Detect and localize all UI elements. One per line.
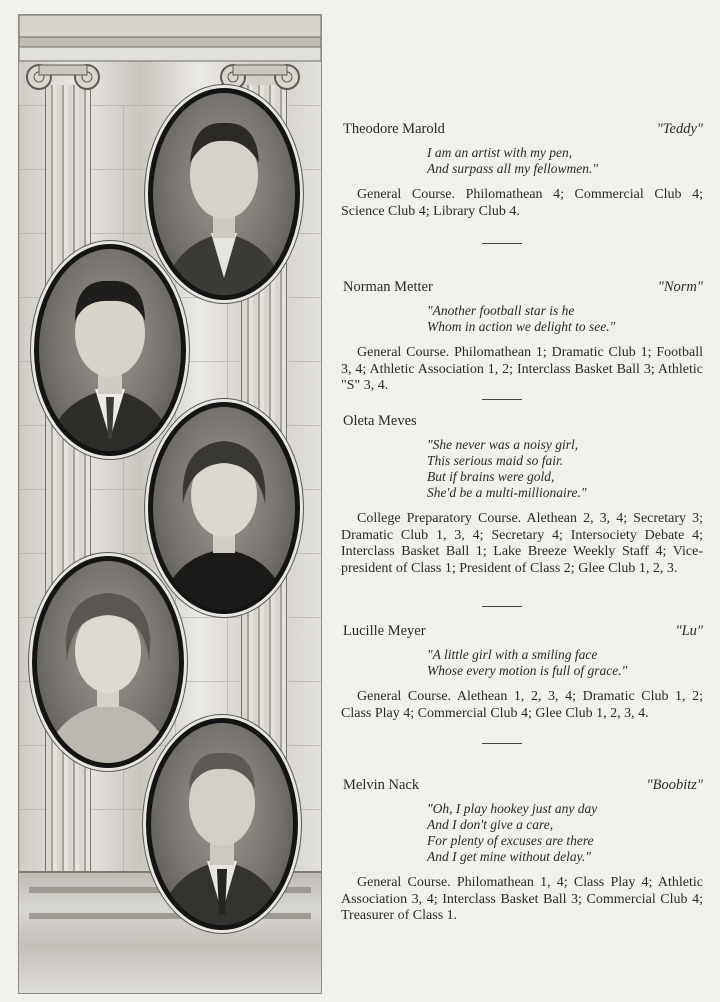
- quote-line: Whose every motion is full of grace.": [427, 663, 628, 678]
- section-divider: [482, 243, 522, 244]
- quote-line: "She never was a noisy girl,: [427, 437, 579, 452]
- quote-line: But if brains were gold,: [427, 469, 555, 484]
- student-name: Norman Metter: [343, 279, 433, 295]
- student-quote: [427, 145, 703, 177]
- quote-line: And surpass all my fellowmen.": [427, 161, 599, 176]
- quote-line: "A little girl with a smiling face: [427, 647, 598, 662]
- student-name: Theodore Marold: [343, 121, 445, 137]
- quote-line: And I get mine without delay.": [427, 849, 591, 864]
- quote-line: For plenty of excuses are there: [427, 833, 594, 848]
- left-pilaster: [45, 85, 91, 885]
- quote-line: She'd be a multi-millionaire.": [427, 485, 587, 500]
- column-capital: [19, 15, 321, 103]
- entry-oleta-meves: [341, 413, 703, 577]
- student-nickname: "Teddy": [656, 121, 703, 137]
- student-record: General Course. Philomathean 1, 4; Class Play 4; Athletic Association 3, 4; Interclass Basket Ball 3; Commercial Club 4; Treasurer of Class 1.: [341, 875, 703, 923]
- quote-line: I am an artist with my pen,: [427, 145, 573, 160]
- student-nickname: "Lu": [675, 623, 703, 639]
- entry-lucille-meyer: [341, 623, 703, 722]
- student-name: Melvin Nack: [343, 777, 420, 793]
- entry-melvin-nack: [341, 777, 703, 925]
- section-divider: [482, 743, 522, 744]
- student-name: Lucille Meyer: [343, 623, 426, 639]
- entry-norman-metter: [341, 279, 703, 395]
- section-divider: [482, 399, 522, 400]
- portrait-melvin-nack: [146, 718, 298, 930]
- student-name: Oleta Meves: [343, 413, 417, 429]
- quote-line: And I don't give a care,: [427, 817, 554, 832]
- entry-theodore-marold: [341, 121, 703, 220]
- portrait-figure: [151, 723, 293, 925]
- student-record: General Course. Philomathean 4; Commercial Club 4; Science Club 4; Library Club 4.: [341, 187, 703, 219]
- student-quote: [427, 801, 703, 865]
- student-record: General Course. Alethean 1, 2, 3, 4; Dramatic Club 1, 2; Class Play 4; Commercial Club 4; Glee Club 1, 2, 3, 4.: [341, 689, 703, 721]
- student-quote: [427, 437, 703, 501]
- quote-line: "Oh, I play hookey just any day: [427, 801, 598, 816]
- student-nickname: "Norm": [657, 279, 703, 295]
- student-record: General Course. Philomathean 1; Dramatic Club 1; Football 3, 4; Athletic Association 1, 2; Interclass Basket Ball 3; Athletic "S" 3, 4.: [341, 345, 703, 393]
- student-record: College Preparatory Course. Alethean 2, 3, 4; Secretary 3; Dramatic Club 1, 3, 4; Secretary 4; Intersociety Debate 4; Interclass Basket Ball 1; Lake Breeze Weekly Staff 4; Vice-president of Class 1; President of Class 2; Glee Club 1, 2, 3.: [341, 511, 703, 576]
- student-nickname: "Boobitz": [646, 777, 703, 793]
- student-quote: [427, 647, 703, 679]
- section-divider: [482, 606, 522, 607]
- quote-line: "Another football star is he: [427, 303, 575, 318]
- quote-line: This serious maid so fair.: [427, 453, 564, 468]
- student-quote: [427, 303, 703, 335]
- quote-line: Whom in action we delight to see.": [427, 319, 616, 334]
